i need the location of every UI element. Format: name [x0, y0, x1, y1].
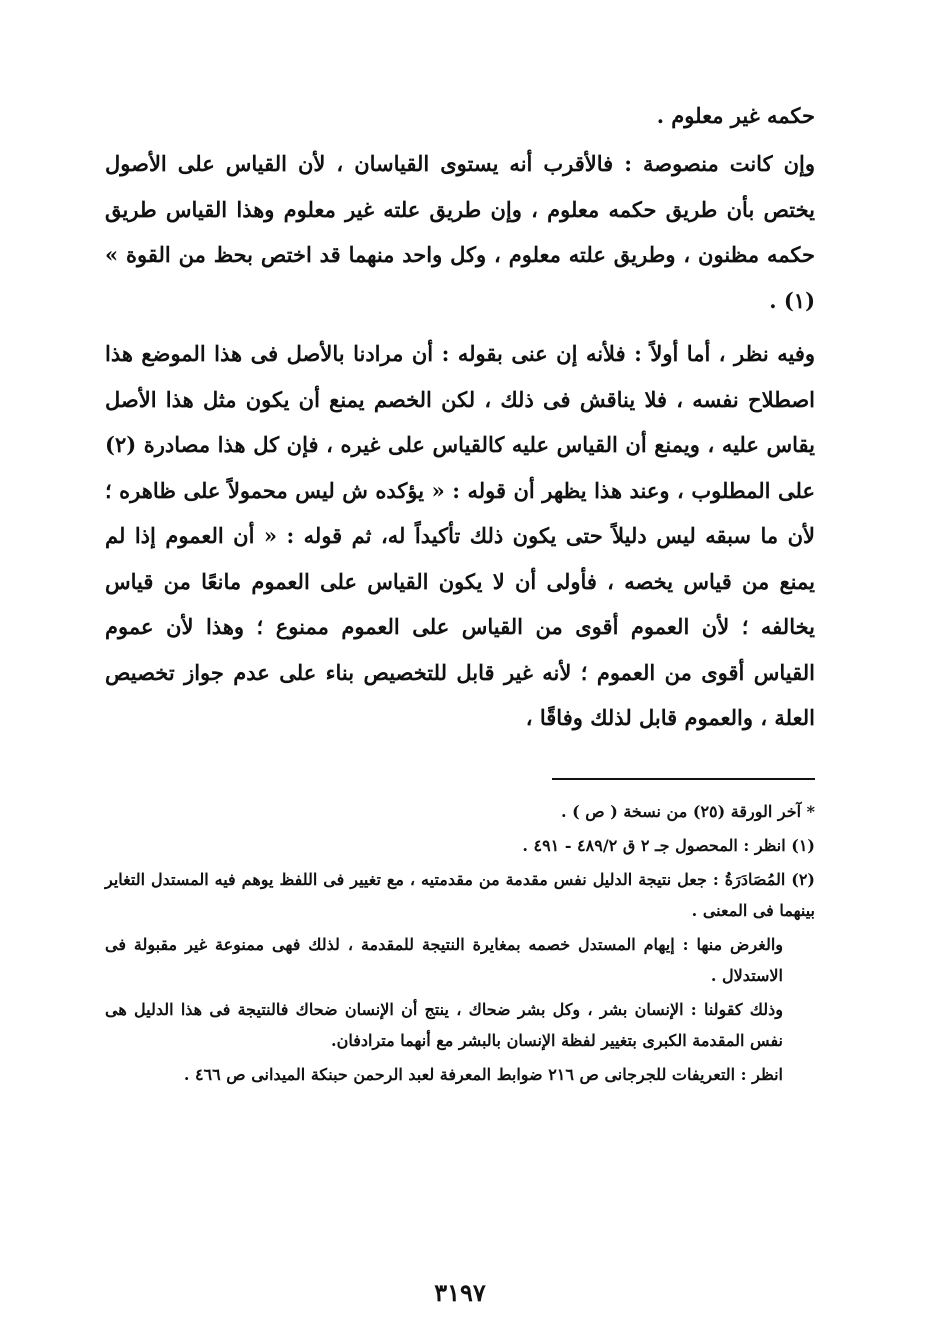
paragraph-2: وفيه نظر ، أما أولاً : فلأنه إن عنى بقوله : أن مرادنا بالأصل فى هذا الموضع هذا اصطلاح نفسه ، فلا يناقش فى ذلك ، لكن الخصم يمنع أن يكون مثل هذا الأصل يقاس عليه ، ويمنع أن القياس عليه كالقياس على غيره ، فإن كل هذا مصادرة (٢) على المطلوب ، وعند هذا يظهر أن قوله : « يؤكده ش ليس محمولاً على ظاهره ؛ لأن ما سبقه ليس دليلاً حتى يكون ذلك تأكيداً له، ثم قوله : « أن العموم إذا لم يمنع من قياس يخصه ، فأولى أن لا يكون القياس على العموم مانعًا من قياس يخالفه ؛ لأن العموم أقوى من القياس على العموم ممنوع ؛ وهذا لأن عموم القياس أقوى من العموم ؛ لأنه غير قابل للتخصيص بناء على عدم جواز تخصيص العلة ، والعموم قابل لذلك وفاقًا ،	[105, 341, 815, 730]
paragraph-1: وإن كانت منصوصة : فالأقرب أنه يستوى القياسان ، لأن القياس على الأصول يختص بأن طريق حكمه معلوم ، وإن طريق علته غير معلوم وهذا القياس طريق حكمه مظنون ، وطريق علته معلوم ، وكل واحد منهما قد اختص بحظ من القوة » (١) .	[105, 151, 815, 313]
document-page	[105, 90, 815, 1320]
opening-line: حكمه غير معلوم .	[656, 103, 815, 128]
main-text-body	[105, 90, 815, 741]
footnote-2-purpose: والغرض منها : إيهام المستدل خصمه بمغايرة النتيجة للمقدمة ، لذلك فهى ممنوعة غير مقبولة فى الاستدلال .	[105, 935, 783, 985]
footnote-2-example: وذلك كقولنا : الإنسان بشر ، وكل بشر ضحاك ، ينتج أن الإنسان ضحاك فالنتيجة فى هذا الدليل هى نفس المقدمة الكبرى بتغيير لفظة الإنسان بالبشر مع أنهما مترادفان.	[105, 1000, 783, 1050]
footnote-divider	[552, 778, 815, 780]
footnote-1: (١) انظر : المحصول جـ ٢ ق ٤٨٩/٢ - ٤٩١ .	[522, 836, 815, 855]
footnote-2-source: انظر : التعريفات للجرجانى ص ٢١٦ ضوابط المعرفة لعبد الرحمن حبنكة الميدانى ص ٤٦٦ .	[183, 1065, 783, 1084]
page-number: ٣١٩٧	[434, 1278, 486, 1307]
footnotes-section	[105, 796, 815, 1093]
footnote-star: * آخر الورقة (٢٥) من نسخة ( ص ) .	[561, 802, 815, 821]
footnote-2: (٢) المُصَادَرَةُ : جعل نتيجة الدليل نفس مقدمة من مقدمتيه ، مع تغيير فى اللفظ يوهم فيه المستدل التغاير بينهما فى المعنى .	[105, 870, 815, 920]
